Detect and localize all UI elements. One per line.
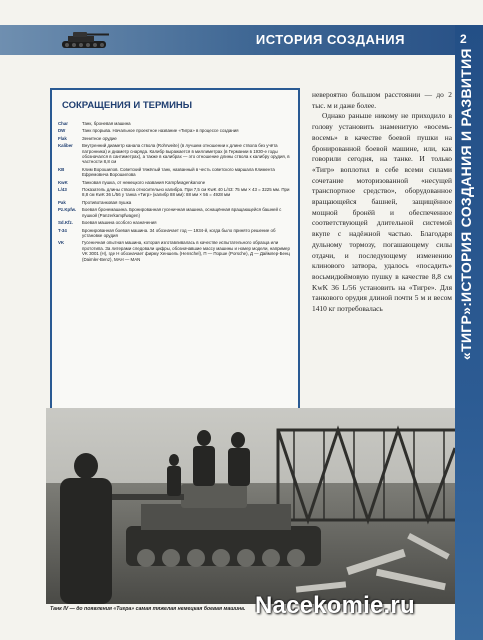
glossary-list: [58, 121, 292, 262]
glossary-term: Flak: [58, 135, 67, 141]
glossary-entry: [58, 167, 292, 178]
glossary-definition: Танковая пушка, от немецкого названия Kampfwagenkanone: [82, 179, 206, 185]
vertical-title: [458, 48, 480, 608]
glossary-definition: Танк прорыва. Начальное проектное название «Тигра» в процессе создания: [82, 128, 239, 134]
glossary-term: Char: [58, 121, 69, 126]
glossary-definition: Бронированная боевая машина. 34 обозначает год — 1934-й, когда было принято решение об установке орудия: [82, 227, 276, 238]
vertical-title-quoted: «ТИГР»:: [458, 301, 474, 361]
glossary-term: KB: [58, 166, 65, 172]
glossary-term: Pz.Kpfw.: [58, 207, 77, 213]
glossary-entry: [58, 200, 292, 205]
glossary-entry: [58, 240, 292, 262]
glossary-entry: [58, 228, 292, 239]
glossary-term: KwK: [58, 179, 68, 185]
glossary-definition: Зенитное орудие: [82, 135, 117, 141]
glossary-title: СОКРАЩЕНИЯ И ТЕРМИНЫ: [62, 100, 193, 111]
glossary-entry: [58, 128, 292, 133]
section-title: ИСТОРИЯ СОЗДАНИЯ: [255, 32, 405, 47]
watermark: Nacekomie.ru: [255, 592, 415, 619]
page-number: 2: [460, 32, 467, 46]
article-paragraph: невероятно большом расстоянии — до 2 тыс. м и даже более.: [312, 90, 452, 110]
glossary-definition: Боевая машина особого назначения: [82, 220, 157, 226]
article-text: [312, 90, 452, 315]
glossary-entry: [58, 143, 292, 165]
vertical-title-rest: ИСТОРИЯ СОЗДАНИЯ И РАЗВИТИЯ: [458, 48, 474, 302]
glossary-entry: [58, 207, 292, 218]
tank-photo-illustration: [46, 408, 455, 604]
glossary-definition: Противотанковая пушка: [82, 199, 132, 205]
glossary-entry: [58, 220, 292, 225]
glossary-definition: Показатель длины ствола относительно калибра. При 7,5 см KwK 40 L/43: 75 мм × 43 = 3225 мм. При 8,8 см KwK 36 L/56 у танка «Тигр» (калибр 88 мм): 88 мм × 56 = 4928 мм: [82, 187, 290, 198]
glossary-definition: Внутренний диаметр канала ствола (Rohrweite) (в лучшем отношении к длине ствола без учёта патронника) и диаметр снаряда. Калибр выражается в миллиметрах (в Германии в 1930-е годы обозначался в сантиметрах), а также в калибрах — это отношение длины ствола к калибру орудия, в частности 8,8 см: [82, 143, 290, 165]
glossary-entry: [58, 121, 292, 126]
article-paragraph: Однако раньше никому не приходило в голову установить знаменитую «восемь-восемь» в качестве боевой пушки на бронированной боевой машине, или, как говорили сегодня, на танке. И только «Тигр» воплотил в себе всеми силами сочетание моторизованной «несущей транспортное средство», оборудованное вращающейся башней, защищённое мощной бронёй и обеспеченное соответствующей длительной системой вкупе с надёжной частью. Благодаря дульному тормозу, погашающему силы отдачи, и последующему изменению клинового затвора, удалось «посадить» восьмидюймовую пушку в качестве 8,8 см KwK 36 L/56 установить на «Тигре». Для танкового орудия длиной почти 5 м и весом 1410 кг потребовалась: [312, 111, 452, 314]
glossary-term: L/43: [58, 187, 67, 193]
glossary-definition: Танк, броневая машина: [82, 121, 131, 126]
glossary-term: Sd.Kfz.: [58, 220, 73, 226]
header-band: [0, 25, 455, 55]
glossary-entry: [58, 136, 292, 141]
glossary-term: DW: [58, 128, 66, 134]
glossary-term: Kaliber: [58, 143, 73, 149]
glossary-box: [50, 88, 300, 410]
glossary-definition: Боевая бронемашина. Бронированная гусеничная машина, оснащённая вращающейся башней с пушкой (Panzerkampfwagen): [82, 207, 282, 218]
glossary-entry: [58, 187, 292, 198]
glossary-definition: Клим Ворошилов. Советский тяжёлый танк, названный в честь советского маршала Климента Ефремовича Ворошилова: [82, 166, 275, 178]
glossary-definition: Гусеничная опытная машина, которая изготавливалась в качестве испытательного образца или прототипа. За литерами следовали цифры, обозначавшие массу машины и номер модели, например VK 3001 (Н), где Н обозначает фирму Хеншель (Henschel), П — Порше (Porsche), Д — Даймлер-Бенц (Daimler-Benz), МАН — MAN: [82, 240, 290, 262]
photo-caption: Танк IV — до появления «Тигра» самая тяжелая немецкая боевая машина.: [50, 606, 246, 612]
glossary-term: Pak: [58, 199, 66, 205]
tank-icon: [58, 29, 110, 51]
historical-photo: [46, 408, 455, 604]
glossary-term: T-34: [58, 227, 67, 233]
glossary-term: VK: [58, 240, 65, 246]
glossary-entry: [58, 180, 292, 185]
